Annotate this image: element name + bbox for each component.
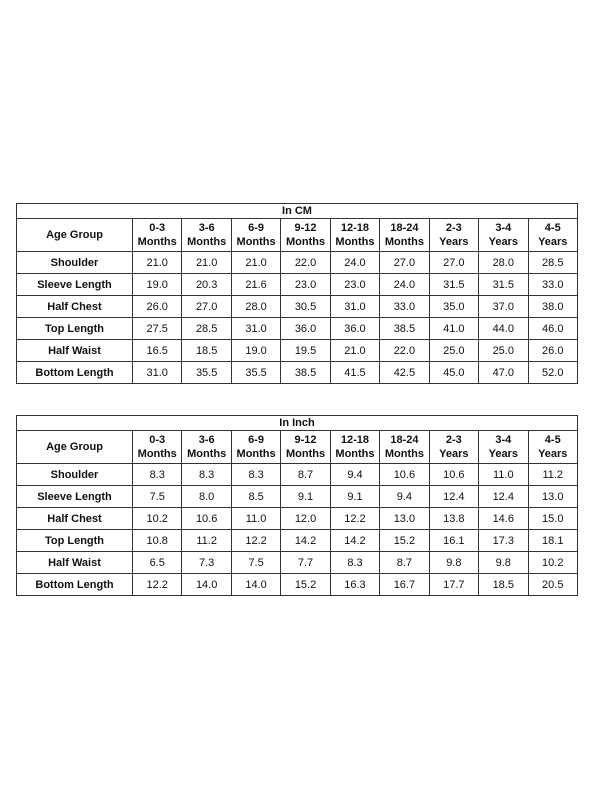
age-unit: Months bbox=[285, 448, 326, 460]
table-row bbox=[17, 252, 578, 274]
measurement-value: 31.5 bbox=[429, 274, 478, 296]
measurement-value: 27.0 bbox=[380, 252, 429, 274]
table-row bbox=[17, 530, 578, 552]
measurement-label: Half Chest bbox=[17, 296, 133, 318]
age-unit: Months bbox=[187, 236, 227, 248]
measurement-value: 10.6 bbox=[429, 464, 478, 486]
measurement-value: 16.7 bbox=[380, 574, 429, 596]
measurement-value: 31.5 bbox=[479, 274, 528, 296]
measurement-value: 33.0 bbox=[380, 296, 429, 318]
measurement-label: Top Length bbox=[17, 318, 133, 340]
measurement-value: 10.2 bbox=[133, 508, 182, 530]
size-table-inch bbox=[16, 415, 578, 596]
measurement-value: 27.0 bbox=[182, 296, 231, 318]
table-row bbox=[17, 486, 578, 508]
age-unit: Months bbox=[285, 236, 326, 248]
table-row bbox=[17, 296, 578, 318]
measurement-value: 28.0 bbox=[231, 296, 280, 318]
table-row bbox=[17, 362, 578, 384]
age-range: 9-12 bbox=[294, 434, 317, 446]
measurement-value: 11.0 bbox=[479, 464, 528, 486]
measurement-value: 38.0 bbox=[528, 296, 578, 318]
table-row bbox=[17, 340, 578, 362]
measurement-value: 10.8 bbox=[133, 530, 182, 552]
measurement-value: 13.0 bbox=[528, 486, 578, 508]
measurement-value: 16.3 bbox=[330, 574, 379, 596]
measurement-value: 14.0 bbox=[231, 574, 280, 596]
age-range: 4-5 bbox=[544, 222, 561, 234]
measurement-value: 31.0 bbox=[330, 296, 379, 318]
measurement-value: 52.0 bbox=[528, 362, 578, 384]
measurement-value: 41.0 bbox=[429, 318, 478, 340]
measurement-value: 14.0 bbox=[182, 574, 231, 596]
age-range: 2-3 bbox=[445, 222, 462, 234]
age-unit: Months bbox=[137, 448, 177, 460]
measurement-value: 13.0 bbox=[380, 508, 429, 530]
measurement-value: 19.0 bbox=[133, 274, 182, 296]
measurement-value: 46.0 bbox=[528, 318, 578, 340]
measurement-label: Shoulder bbox=[17, 464, 133, 486]
measurement-value: 8.0 bbox=[182, 486, 231, 508]
measurement-value: 47.0 bbox=[479, 362, 528, 384]
measurement-value: 11.2 bbox=[182, 530, 231, 552]
measurement-value: 10.6 bbox=[380, 464, 429, 486]
measurement-label: Shoulder bbox=[17, 252, 133, 274]
measurement-value: 37.0 bbox=[479, 296, 528, 318]
age-column-header bbox=[330, 219, 379, 252]
measurement-value: 8.5 bbox=[231, 486, 280, 508]
measurement-value: 9.1 bbox=[330, 486, 379, 508]
measurement-value: 12.2 bbox=[133, 574, 182, 596]
measurement-value: 31.0 bbox=[231, 318, 280, 340]
age-column-header bbox=[429, 219, 478, 252]
measurement-value: 38.5 bbox=[380, 318, 429, 340]
measurement-value: 11.0 bbox=[231, 508, 280, 530]
measurement-value: 17.3 bbox=[479, 530, 528, 552]
age-unit: Months bbox=[137, 236, 177, 248]
measurement-value: 16.5 bbox=[133, 340, 182, 362]
age-column-header bbox=[231, 431, 280, 464]
measurement-value: 17.7 bbox=[429, 574, 478, 596]
measurement-value: 7.5 bbox=[133, 486, 182, 508]
table-row bbox=[17, 508, 578, 530]
measurement-value: 42.5 bbox=[380, 362, 429, 384]
measurement-value: 12.0 bbox=[281, 508, 330, 530]
age-range: 3-4 bbox=[495, 222, 512, 234]
measurement-value: 21.0 bbox=[133, 252, 182, 274]
measurement-value: 28.5 bbox=[182, 318, 231, 340]
measurement-value: 27.5 bbox=[133, 318, 182, 340]
age-column-header bbox=[133, 431, 182, 464]
age-column-header bbox=[281, 219, 330, 252]
age-column-header bbox=[479, 431, 528, 464]
measurement-value: 26.0 bbox=[528, 340, 578, 362]
age-range: 9-12 bbox=[294, 222, 317, 234]
table-row bbox=[17, 318, 578, 340]
measurement-value: 8.7 bbox=[281, 464, 330, 486]
measurement-label: Half Waist bbox=[17, 340, 133, 362]
age-range: 18-24 bbox=[390, 222, 419, 234]
measurement-value: 9.8 bbox=[479, 552, 528, 574]
measurement-value: 7.3 bbox=[182, 552, 231, 574]
table-row bbox=[17, 274, 578, 296]
age-unit: Months bbox=[335, 236, 375, 248]
age-column-header bbox=[133, 219, 182, 252]
measurement-value: 10.2 bbox=[528, 552, 578, 574]
age-column-header bbox=[330, 431, 379, 464]
age-column-header bbox=[528, 219, 578, 252]
measurement-value: 24.0 bbox=[380, 274, 429, 296]
measurement-value: 15.2 bbox=[281, 574, 330, 596]
measurement-value: 33.0 bbox=[528, 274, 578, 296]
measurement-value: 8.3 bbox=[133, 464, 182, 486]
measurement-value: 14.2 bbox=[330, 530, 379, 552]
age-range: 0-3 bbox=[149, 222, 166, 234]
measurement-label: Sleeve Length bbox=[17, 486, 133, 508]
measurement-value: 27.0 bbox=[429, 252, 478, 274]
measurement-label: Bottom Length bbox=[17, 574, 133, 596]
measurement-value: 8.3 bbox=[330, 552, 379, 574]
age-unit: Months bbox=[187, 448, 227, 460]
measurement-value: 7.5 bbox=[231, 552, 280, 574]
age-range: 4-5 bbox=[544, 434, 561, 446]
measurement-label: Half Chest bbox=[17, 508, 133, 530]
table-row bbox=[17, 552, 578, 574]
age-column-header bbox=[182, 431, 231, 464]
measurement-value: 21.0 bbox=[182, 252, 231, 274]
measurement-label: Half Waist bbox=[17, 552, 133, 574]
measurement-value: 31.0 bbox=[133, 362, 182, 384]
measurement-value: 30.5 bbox=[281, 296, 330, 318]
measurement-value: 21.0 bbox=[231, 252, 280, 274]
header-row bbox=[17, 219, 578, 252]
age-unit: Months bbox=[236, 448, 276, 460]
measurement-value: 8.7 bbox=[380, 552, 429, 574]
age-range: 0-3 bbox=[149, 434, 166, 446]
measurement-label: Sleeve Length bbox=[17, 274, 133, 296]
measurement-value: 19.0 bbox=[231, 340, 280, 362]
measurement-value: 35.5 bbox=[231, 362, 280, 384]
measurement-value: 23.0 bbox=[281, 274, 330, 296]
age-unit: Months bbox=[384, 448, 424, 460]
age-column-header bbox=[281, 431, 330, 464]
measurement-value: 36.0 bbox=[281, 318, 330, 340]
size-table-cm bbox=[16, 203, 578, 384]
measurement-value: 12.2 bbox=[231, 530, 280, 552]
age-column-header bbox=[231, 219, 280, 252]
measurement-value: 8.3 bbox=[182, 464, 231, 486]
measurement-value: 13.8 bbox=[429, 508, 478, 530]
measurement-value: 12.4 bbox=[479, 486, 528, 508]
table-body bbox=[17, 464, 578, 596]
age-column-header bbox=[380, 219, 429, 252]
age-unit: Years bbox=[439, 236, 469, 248]
measurement-value: 15.0 bbox=[528, 508, 578, 530]
measurement-value: 44.0 bbox=[479, 318, 528, 340]
measurement-value: 9.8 bbox=[429, 552, 478, 574]
measurement-value: 23.0 bbox=[330, 274, 379, 296]
measurement-value: 10.6 bbox=[182, 508, 231, 530]
age-unit: Months bbox=[335, 448, 375, 460]
age-group-header: Age Group bbox=[17, 219, 133, 252]
measurement-value: 28.0 bbox=[479, 252, 528, 274]
measurement-value: 35.5 bbox=[182, 362, 231, 384]
measurement-value: 35.0 bbox=[429, 296, 478, 318]
age-range: 3-6 bbox=[198, 434, 215, 446]
measurement-value: 22.0 bbox=[281, 252, 330, 274]
measurement-value: 11.2 bbox=[528, 464, 578, 486]
age-range: 12-18 bbox=[340, 434, 370, 446]
measurement-value: 20.5 bbox=[528, 574, 578, 596]
measurement-value: 21.0 bbox=[330, 340, 379, 362]
age-range: 3-6 bbox=[198, 222, 215, 234]
measurement-value: 28.5 bbox=[528, 252, 578, 274]
age-range: 12-18 bbox=[340, 222, 370, 234]
age-column-header bbox=[429, 431, 478, 464]
table-row bbox=[17, 464, 578, 486]
age-column-header bbox=[528, 431, 578, 464]
age-column-header bbox=[182, 219, 231, 252]
measurement-value: 26.0 bbox=[133, 296, 182, 318]
measurement-value: 36.0 bbox=[330, 318, 379, 340]
measurement-value: 41.5 bbox=[330, 362, 379, 384]
measurement-value: 18.1 bbox=[528, 530, 578, 552]
measurement-value: 12.4 bbox=[429, 486, 478, 508]
measurement-value: 9.4 bbox=[380, 486, 429, 508]
table-body bbox=[17, 252, 578, 384]
measurement-value: 8.3 bbox=[231, 464, 280, 486]
measurement-value: 12.2 bbox=[330, 508, 379, 530]
age-unit: Years bbox=[488, 236, 518, 248]
age-unit: Months bbox=[236, 236, 276, 248]
measurement-value: 22.0 bbox=[380, 340, 429, 362]
measurement-value: 9.1 bbox=[281, 486, 330, 508]
age-unit: Years bbox=[439, 448, 469, 460]
age-range: 18-24 bbox=[390, 434, 419, 446]
measurement-value: 20.3 bbox=[182, 274, 231, 296]
measurement-value: 19.5 bbox=[281, 340, 330, 362]
measurement-label: Top Length bbox=[17, 530, 133, 552]
measurement-value: 15.2 bbox=[380, 530, 429, 552]
measurement-value: 25.0 bbox=[479, 340, 528, 362]
measurement-value: 9.4 bbox=[330, 464, 379, 486]
age-unit: Years bbox=[488, 448, 518, 460]
age-column-header bbox=[380, 431, 429, 464]
table-title: In Inch bbox=[17, 416, 578, 431]
measurement-value: 14.6 bbox=[479, 508, 528, 530]
age-range: 6-9 bbox=[248, 222, 265, 234]
header-row bbox=[17, 431, 578, 464]
measurement-value: 45.0 bbox=[429, 362, 478, 384]
age-unit: Years bbox=[538, 448, 568, 460]
age-range: 2-3 bbox=[445, 434, 462, 446]
measurement-value: 18.5 bbox=[182, 340, 231, 362]
measurement-value: 14.2 bbox=[281, 530, 330, 552]
table-row bbox=[17, 574, 578, 596]
measurement-value: 25.0 bbox=[429, 340, 478, 362]
age-range: 3-4 bbox=[495, 434, 512, 446]
measurement-value: 7.7 bbox=[281, 552, 330, 574]
measurement-value: 21.6 bbox=[231, 274, 280, 296]
measurement-label: Bottom Length bbox=[17, 362, 133, 384]
measurement-value: 6.5 bbox=[133, 552, 182, 574]
age-unit: Years bbox=[538, 236, 568, 248]
age-range: 6-9 bbox=[248, 434, 265, 446]
age-group-header: Age Group bbox=[17, 431, 133, 464]
measurement-value: 38.5 bbox=[281, 362, 330, 384]
age-unit: Months bbox=[384, 236, 424, 248]
measurement-value: 24.0 bbox=[330, 252, 379, 274]
table-title: In CM bbox=[17, 204, 578, 219]
measurement-value: 18.5 bbox=[479, 574, 528, 596]
measurement-value: 16.1 bbox=[429, 530, 478, 552]
age-column-header bbox=[479, 219, 528, 252]
